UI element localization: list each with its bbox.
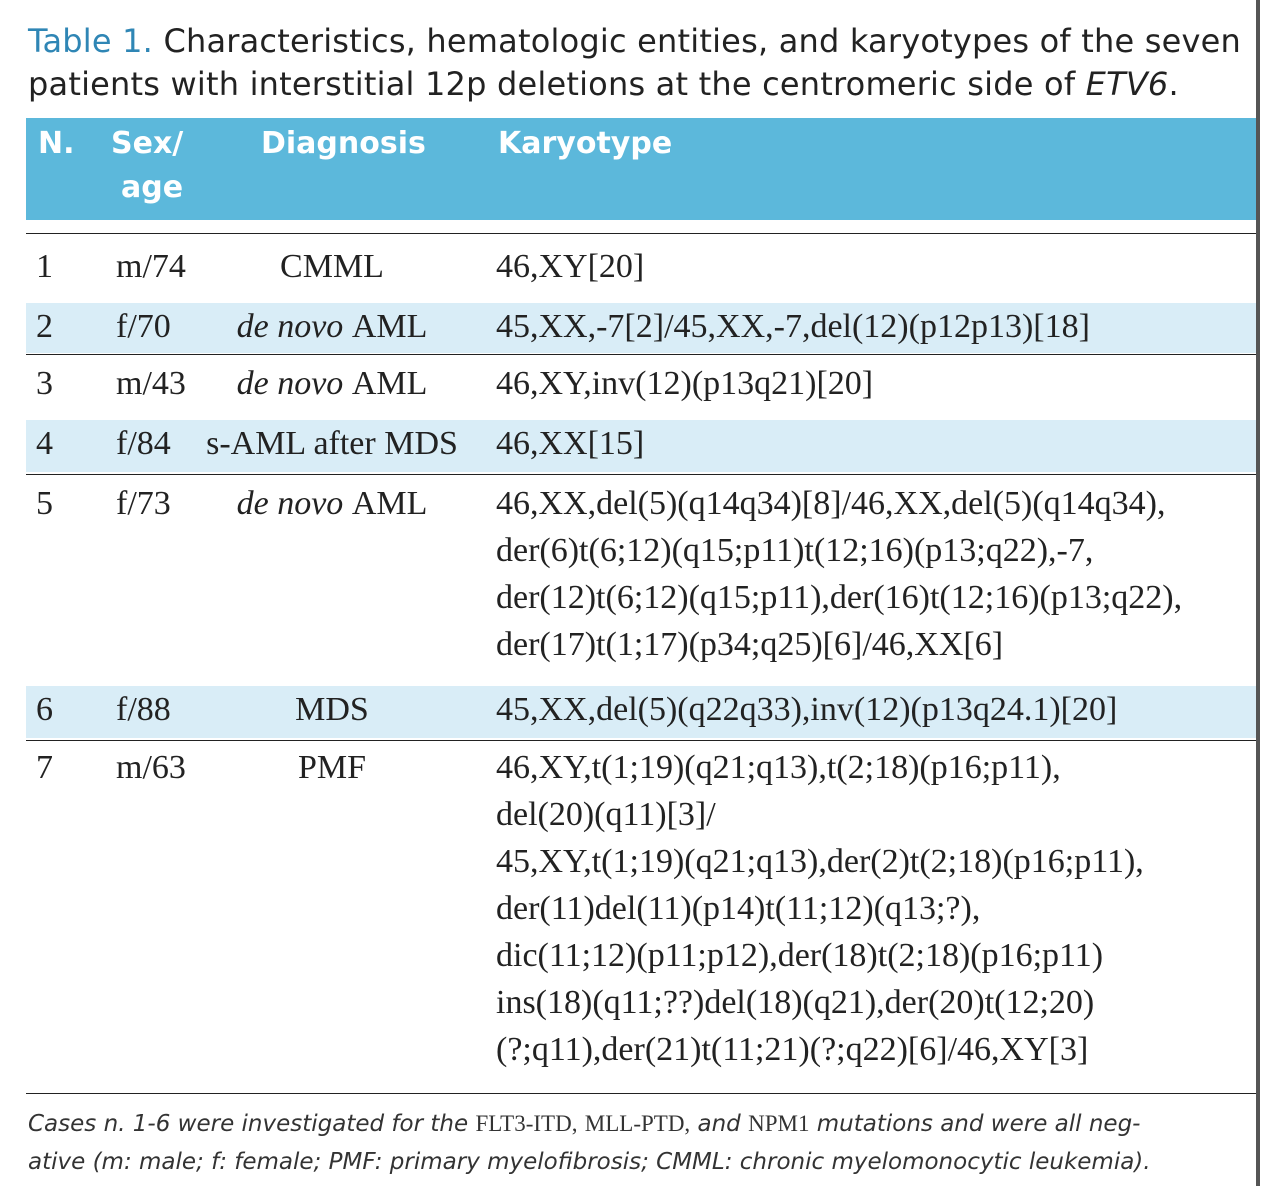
row-divider [26,740,1260,741]
row-number: 6 [36,691,53,728]
row-diagnosis [188,303,476,350]
table-row [26,420,1260,472]
row-number: 7 [36,749,53,786]
row-number: 2 [36,308,53,345]
karyotype-line: 46,XX,del(5)(q14q34)[8]/46,XX,del(5)(q14q34), [496,485,1166,522]
footnote-part2: and [697,1111,741,1137]
caption-end: . [1168,65,1179,103]
row-sex-age: f/84 [116,425,171,462]
row-karyotype [496,303,1256,350]
row-divider [26,233,1260,234]
row-number: 5 [36,485,53,522]
row-sex-age: f/88 [116,691,171,728]
karyotype-line: 45,XY,t(1;19)(q21;q13),der(2)t(2;18)(p16;p11), [496,843,1144,880]
karyotype-line: der(12)t(6;12)(q15;p11),der(16)t(12;16)(p13;q22), [496,579,1183,616]
diagnosis-name: AML [351,308,428,345]
diagnosis-name: AML [351,485,428,522]
karyotype-line: 46,XY[20] [496,248,645,285]
row-karyotype [496,243,1256,290]
page-edge-rule [1256,0,1260,1186]
table-label: Table 1. [28,22,154,60]
diagnosis-name: s-AML after MDS [206,425,458,462]
diagnosis-name: MDS [295,691,369,728]
table-footnote [28,1105,1256,1181]
footnote-part3: mutations and were all neg- [816,1111,1141,1137]
diagnosis-name: PMF [297,749,367,786]
karyotype-line: der(6)t(6;12)(q15;p11)t(12;16)(p13;q22),-7, [496,532,1094,569]
header-age: age [121,170,184,205]
diagnosis-prefix: de novo [236,308,352,345]
row-diagnosis [188,744,476,791]
row-karyotype [496,744,1256,1073]
footnote-part1: Cases n. 1-6 were investigated for the [28,1111,469,1137]
table-row [26,360,1260,412]
karyotype-line: ins(18)(q11;??)del(18)(q21),der(20)t(12;20) [496,984,1095,1021]
row-diagnosis [188,686,476,733]
karyotype-line: 46,XX[15] [496,425,645,462]
row-number: 1 [36,248,53,285]
diagnosis-name: CMML [280,248,384,285]
row-diagnosis [188,480,476,527]
row-diagnosis [188,420,476,467]
row-sex-age: m/43 [116,365,186,402]
diagnosis-name: AML [351,365,428,402]
diagnosis-prefix: de novo [236,485,352,522]
table-bottom-rule [26,1093,1260,1094]
footnote-npm1: NPM1 [748,1111,810,1136]
karyotype-line: 46,XY,inv(12)(p13q21)[20] [496,365,874,402]
footnote-mll: MLL-PTD, [584,1111,691,1136]
header-diagnosis: Diagnosis [261,126,426,161]
header-sex: Sex/ [111,126,184,161]
table-row [26,744,1260,1084]
row-sex-age: m/74 [116,248,186,285]
karyotype-line: 45,XX,del(5)(q22q33),inv(12)(p13q24.1)[20] [496,691,1118,728]
footnote-flt3: FLT3-ITD, [475,1111,578,1136]
caption-gene: ETV6 [1085,65,1169,103]
table-caption [28,20,1258,106]
table-row [26,480,1260,672]
row-karyotype [496,420,1256,467]
karyotype-line: del(20)(q11)[3]/ [496,796,716,833]
diagnosis-prefix: de novo [236,365,352,402]
row-karyotype [496,686,1256,733]
row-number: 4 [36,425,53,462]
row-divider [26,474,1260,475]
row-sex-age: f/70 [116,308,171,345]
row-diagnosis [188,243,476,290]
row-karyotype [496,480,1256,668]
row-divider [26,354,1260,355]
row-number: 3 [36,365,53,402]
row-sex-age: m/63 [116,749,186,786]
karyotype-line: der(11)del(11)(p14)t(11;12)(q13;?), [496,890,981,927]
table-row [26,303,1260,353]
table-row [26,686,1260,738]
caption-text: Characteristics, hematologic entities, and karyotypes of the seven patients with interstitial 12p deletions at the centromeric side of [28,22,1242,103]
footnote-line2: ative (m: male; f: female; PMF: primary myelofibrosis; CMML: chronic myelomonocytic leukemia). [28,1149,1151,1175]
karyotype-line: der(17)t(1;17)(p34;q25)[6]/46,XX[6] [496,626,1004,663]
row-karyotype [496,360,1256,407]
karyotype-line: (?;q11),der(21)t(11;21)(?;q22)[6]/46,XY[3] [496,1031,1089,1068]
karyotype-line: dic(11;12)(p11;p12),der(18)t(2;18)(p16;p11) [496,937,1104,974]
row-diagnosis [188,360,476,407]
header-karyotype: Karyotype [498,126,673,161]
table-header [26,118,1260,220]
table-row [26,243,1260,293]
karyotype-line: 46,XY,t(1;19)(q21;q13),t(2;18)(p16;p11), [496,749,1061,786]
header-n: N. [38,126,75,161]
row-sex-age: f/73 [116,485,171,522]
karyotype-line: 45,XX,-7[2]/45,XX,-7,del(12)(p12p13)[18] [496,308,1090,345]
